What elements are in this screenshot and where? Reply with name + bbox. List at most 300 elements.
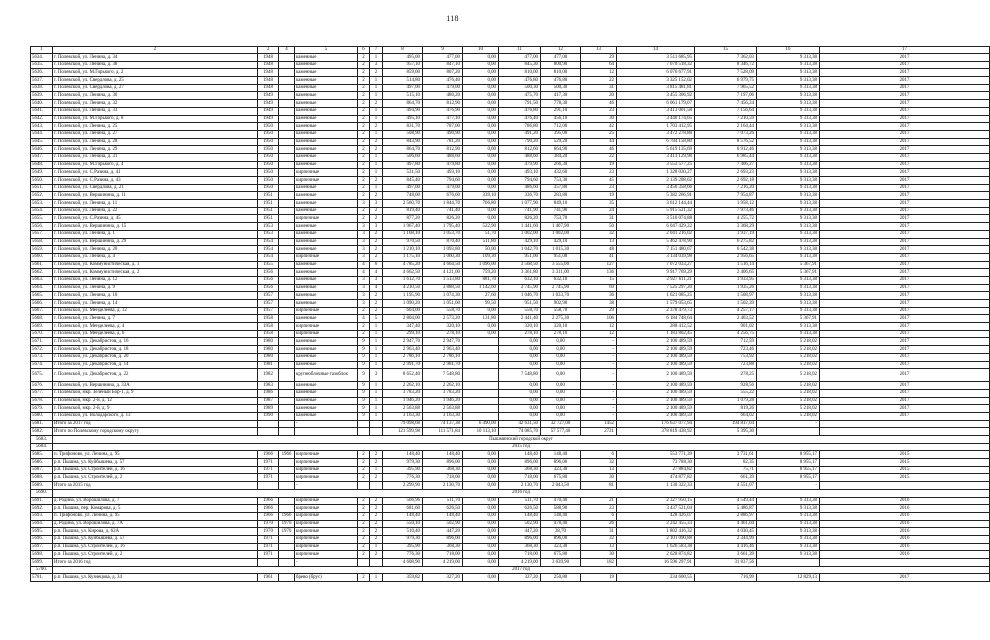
column-number-cell: 13 bbox=[581, 47, 617, 54]
table-cell-col-2: р.п. Пышма, ул. Куйбышева, д. 57 bbox=[53, 535, 258, 543]
table-cell-col-5: каменные bbox=[295, 292, 358, 300]
table-cell-col-14: 6 184 748,64 bbox=[617, 315, 695, 323]
table-cell-col-13: 44 bbox=[581, 138, 617, 146]
table-cell-col-1: 5672. bbox=[31, 346, 53, 354]
table-cell-col-8: 395,90 bbox=[383, 466, 423, 474]
table-cell-col-15: 4 255,72 bbox=[695, 215, 757, 223]
table-cell-col-8: 497,00 bbox=[383, 84, 423, 92]
table-cell-col-16: 9 313,38 bbox=[757, 153, 820, 161]
column-number-cell: 8 bbox=[383, 47, 423, 54]
table-cell-col-16: 9 313,38 bbox=[757, 54, 820, 62]
table-cell-col-9: 1 074,30 bbox=[423, 292, 463, 300]
table-cell-col-14: 288 412,52 bbox=[617, 323, 695, 331]
table-cell-col-11: 429,10 bbox=[499, 238, 541, 246]
table-cell-col-17: 2017 bbox=[820, 253, 990, 261]
table-cell-col-7: 2 bbox=[370, 100, 383, 108]
table-cell-col-10: 0,00 bbox=[463, 161, 499, 169]
table-cell-col-17: 2017 bbox=[820, 200, 990, 208]
table-cell-col-8: 347,40 bbox=[383, 323, 423, 331]
table-cell-col-7: 2 bbox=[370, 512, 383, 520]
table-cell-col-14: 3 472 278,88 bbox=[617, 130, 695, 138]
table-cell-col-1: 5651. bbox=[31, 184, 53, 192]
table-cell-col-9: 2 262,10 bbox=[423, 382, 463, 390]
table-cell-col-8: 1 210,10 bbox=[383, 246, 423, 254]
table-cell-col-16: 5 218,02 bbox=[757, 353, 820, 361]
table-cell-col-15: 6 275,82 bbox=[695, 238, 757, 246]
table-cell-col-1: 5646. bbox=[31, 146, 53, 154]
table-cell-col-2: г. Полевской, ул. Декабристов, д. 14 bbox=[53, 361, 258, 369]
table-cell-col-12: 456,10 bbox=[541, 115, 581, 123]
table-cell-col-12: 500,30 bbox=[541, 84, 581, 92]
table-cell-col-2: р.п. Пышма, ул. Строителей, д. 2 bbox=[53, 551, 258, 559]
table-cell-col-10: 0,00 bbox=[463, 474, 499, 482]
table-cell-col-14: 234 600,55 bbox=[617, 574, 695, 582]
table-cell-col-1: 5673. bbox=[31, 353, 53, 361]
table-cell-col-13: 32 bbox=[581, 535, 617, 543]
table-cell-col-1: 5676. bbox=[31, 382, 53, 390]
table-row bbox=[31, 428, 990, 436]
table-cell-col-14: 3 134 039,98 bbox=[617, 253, 695, 261]
table-cell-col-8: 1 195,90 bbox=[383, 292, 423, 300]
table-cell-col-1: 5659. bbox=[31, 246, 53, 254]
table-cell-col-16: 9 313,38 bbox=[757, 246, 820, 254]
table-cell-col-4 bbox=[279, 107, 295, 115]
table-cell-col-2: г. Полевской, ул. Ленина, д. 4 bbox=[53, 253, 258, 261]
table-cell-col-12: 778,30 bbox=[541, 100, 581, 108]
table-cell-col-17: 2016 bbox=[820, 535, 990, 543]
table-cell-col-3: 1949 bbox=[258, 107, 279, 115]
table-cell-col-15: 7 197,06 bbox=[695, 92, 757, 100]
table-cell-col-15: 6 542,38 bbox=[695, 246, 757, 254]
table-cell-col-2: г. Полевской, ул. Декабристов, д. 16 bbox=[53, 338, 258, 346]
table-row bbox=[31, 138, 990, 146]
table-cell-col-6: 3 bbox=[358, 292, 370, 300]
table-cell-col-10: 0,00 bbox=[463, 559, 499, 567]
table-cell-col-10: 99,50 bbox=[463, 300, 499, 308]
table-cell-col-1: 5664. bbox=[31, 284, 53, 292]
table-cell-col-12: 476,80 bbox=[541, 77, 581, 85]
table-cell-col-17: 2017 bbox=[820, 230, 990, 238]
table-cell-col-16: 9 313,38 bbox=[757, 276, 820, 284]
table-cell-col-13: 22 bbox=[581, 153, 617, 161]
table-cell-col-17: 2015 bbox=[820, 459, 990, 467]
table-cell-col-5: каменные bbox=[295, 338, 358, 346]
table-cell-col-2: г. Полевской, ул. С.Разина, д. 45 bbox=[53, 215, 258, 223]
table-cell-col-4 bbox=[279, 412, 295, 420]
table-cell-col-11: 486,60 bbox=[499, 184, 541, 192]
table-row bbox=[31, 559, 990, 567]
table-cell-col-2: г. Полевской, ул. Ленина, д. 25 bbox=[53, 123, 258, 131]
table-cell-col-11: 368,30 bbox=[499, 543, 541, 551]
table-cell-col-7: 1 bbox=[370, 54, 383, 62]
table-row bbox=[31, 69, 990, 77]
table-cell-col-6: 2 bbox=[358, 307, 370, 315]
table-row bbox=[31, 61, 990, 69]
table-cell-col-16: 9 313,38 bbox=[757, 130, 820, 138]
table-cell-col-3: 1989 bbox=[258, 405, 279, 413]
table-cell-col-16: 9 313,38 bbox=[757, 146, 820, 154]
table-cell-col-5: кирпичные bbox=[295, 535, 358, 543]
table-cell-col-15: 7 156,64 bbox=[695, 107, 757, 115]
table-cell-col-3: 1970 bbox=[258, 528, 279, 536]
table-cell-col-4 bbox=[279, 307, 295, 315]
table-cell-col-16: 9 313,38 bbox=[757, 84, 820, 92]
table-cell-col-10: 0,00 bbox=[463, 123, 499, 131]
table-cell-col-11: 3 361,80 bbox=[499, 269, 541, 277]
table-cell-col-5: кирпичные bbox=[295, 466, 358, 474]
table-cell-col-8: 79 098,68 bbox=[383, 420, 423, 428]
table-cell-col-11: 4 219,00 bbox=[499, 559, 541, 567]
table-cell-col-8: 359,82 bbox=[383, 574, 423, 582]
table-cell-col-4 bbox=[279, 420, 295, 428]
table-cell-col-15: 1 935,26 bbox=[695, 284, 757, 292]
table-cell-col-11: 476,80 bbox=[499, 77, 541, 85]
table-cell-col-11: 511,70 bbox=[499, 497, 541, 505]
table-cell-col-16: 9 313,38 bbox=[757, 323, 820, 331]
table-cell-col-1: 5668. bbox=[31, 315, 53, 323]
table-cell-col-16: 9 313,38 bbox=[757, 551, 820, 559]
table-cell-col-3: 1957 bbox=[258, 292, 279, 300]
table-cell-col-3: 1955 bbox=[258, 261, 279, 269]
table-cell-col-5: каменные bbox=[295, 238, 358, 246]
table-cell-col-7: 1 bbox=[370, 346, 383, 354]
table-cell-col-6: 2 bbox=[358, 130, 370, 138]
table-cell-col-11: 0,00 bbox=[499, 412, 541, 420]
table-cell-col-16: 8 955,17 bbox=[757, 466, 820, 474]
table-cell-col-1: 5681. bbox=[31, 420, 53, 428]
table-row bbox=[31, 146, 990, 154]
table-cell-col-9: 847,10 bbox=[423, 61, 463, 69]
table-cell-col-14: 2 327 950,15 bbox=[617, 497, 695, 505]
table-cell-col-6: 2 bbox=[358, 169, 370, 177]
table-cell-col-16: 9 313,38 bbox=[757, 238, 820, 246]
table-cell-col-10: 0,00 bbox=[463, 330, 499, 338]
table-cell-col-10: 0,00 bbox=[463, 543, 499, 551]
table-cell-col-12: 849,10 bbox=[541, 200, 581, 208]
table-cell-col-17: 2017 bbox=[820, 161, 990, 169]
table-cell-col-2: Итого по Полевскому городскому округу bbox=[53, 428, 258, 436]
table-cell-col-14: 2 242 455,33 bbox=[617, 520, 695, 528]
table-cell-col-3: 1971 bbox=[258, 535, 279, 543]
table-cell-col-10 bbox=[463, 361, 499, 369]
row-number-cell: 5684. bbox=[31, 443, 53, 451]
table-cell-col-1: 5656. bbox=[31, 223, 53, 231]
table-cell-col-7: 2 bbox=[370, 146, 383, 154]
table-row bbox=[31, 300, 990, 308]
table-cell-col-5: кирпичные bbox=[295, 330, 358, 338]
table-cell-col-5 bbox=[295, 428, 358, 436]
table-cell-col-16: 9 313,38 bbox=[757, 100, 820, 108]
table-cell-col-12: 283,80 bbox=[541, 192, 581, 200]
table-cell-col-8: 1 967,40 bbox=[383, 223, 423, 231]
table-cell-col-4 bbox=[279, 92, 295, 100]
table-cell-col-5: каменные bbox=[295, 346, 358, 354]
table-cell-col-16: 12 829,13 bbox=[757, 574, 820, 582]
table-cell-col-1: 5685. bbox=[31, 451, 53, 459]
table-cell-col-1: 5701. bbox=[31, 574, 53, 582]
table-cell-col-2: р.п. Пышма, ул. Строителей, д. 2 bbox=[53, 474, 258, 482]
table-cell-col-12: 951,00 bbox=[541, 253, 581, 261]
table-cell-col-6: 2 bbox=[358, 92, 370, 100]
table-cell-col-10: 0,00 bbox=[463, 100, 499, 108]
column-number-cell: 1 bbox=[31, 47, 53, 54]
table-cell-col-17 bbox=[820, 559, 990, 567]
table-cell-col-11: 794,60 bbox=[499, 177, 541, 185]
table-cell-col-10: 0,00 bbox=[463, 520, 499, 528]
table-cell-col-1: 5697. bbox=[31, 543, 53, 551]
table-cell-col-1: 5667. bbox=[31, 307, 53, 315]
column-number-cell: 3 bbox=[258, 47, 279, 54]
table-cell-col-7: 2 bbox=[370, 207, 383, 215]
table-cell-col-4 bbox=[279, 215, 295, 223]
table-cell-col-14: 474 877,82 bbox=[617, 474, 695, 482]
table-cell-col-6: 3 bbox=[358, 200, 370, 208]
table-cell-col-7: 1 bbox=[370, 130, 383, 138]
table-cell-col-5: - bbox=[295, 559, 358, 567]
table-cell-col-8: 776,30 bbox=[383, 551, 423, 559]
table-row bbox=[31, 369, 990, 382]
table-cell-col-7: 2 bbox=[370, 474, 383, 482]
table-cell-col-14: 2 100 489,59 bbox=[617, 369, 695, 382]
table-cell-col-9: 1 051,00 bbox=[423, 300, 463, 308]
table-cell-col-10: 51,70 bbox=[463, 230, 499, 238]
table-cell-col-10: 0,00 bbox=[463, 54, 499, 62]
table-cell-col-10: 0,00 bbox=[463, 146, 499, 154]
table-cell-col-11: 320,10 bbox=[499, 323, 541, 331]
table-cell-col-11: 0,00 bbox=[499, 405, 541, 413]
table-cell-col-15: 7 456,24 bbox=[695, 100, 757, 108]
table-cell-col-12: 357,80 bbox=[541, 184, 581, 192]
table-cell-col-15: 6 979,75 bbox=[695, 77, 757, 85]
column-number-header-row bbox=[31, 47, 990, 54]
table-row bbox=[31, 223, 990, 231]
table-cell-col-4 bbox=[279, 230, 295, 238]
table-row bbox=[31, 177, 990, 185]
table-cell-col-13: 136 bbox=[581, 269, 617, 277]
table-cell-col-2: г. Полевской, ул. Ленина, д. 9 bbox=[53, 284, 258, 292]
table-cell-col-3: 1980 bbox=[258, 338, 279, 346]
table-cell-col-4 bbox=[279, 269, 295, 277]
section-heading-cell: 2016 год bbox=[53, 489, 990, 497]
table-cell-col-15: 4 549,44 bbox=[695, 497, 757, 505]
table-row bbox=[31, 200, 990, 208]
table-cell-col-15: 7 965,52 bbox=[695, 84, 757, 92]
table-cell-col-17: 2017 bbox=[820, 100, 990, 108]
table-cell-col-11: 475,70 bbox=[499, 92, 541, 100]
table-cell-col-7: 1 bbox=[370, 574, 383, 582]
table-cell-col-6 bbox=[358, 420, 370, 428]
table-cell-col-2: г. Полевской, ул. Ленина, д. 10 bbox=[53, 292, 258, 300]
table-cell-col-6: 2 bbox=[358, 146, 370, 154]
table-cell-col-17: 2015 bbox=[820, 451, 990, 459]
table-cell-col-14: 176 637 077,94 bbox=[617, 420, 695, 428]
table-cell-col-7: 4 bbox=[370, 269, 383, 277]
table-cell-col-2: г. Полевской, ул. Свердлова, д. 27 bbox=[53, 84, 258, 92]
table-cell-col-12: 675,80 bbox=[541, 551, 581, 559]
table-cell-col-10: 0,00 bbox=[463, 84, 499, 92]
table-cell-col-5: каменные bbox=[295, 261, 358, 269]
table-cell-col-7: 1 bbox=[370, 466, 383, 474]
table-cell-col-9: 479,00 bbox=[423, 184, 463, 192]
table-cell-col-9: 812,90 bbox=[423, 146, 463, 154]
table-cell-col-6: 3 bbox=[358, 238, 370, 246]
table-cell-col-10: 0,00 bbox=[463, 107, 499, 115]
table-cell-col-10 bbox=[463, 389, 499, 397]
table-cell-col-4 bbox=[279, 346, 295, 354]
table-cell-col-11: 488,60 bbox=[499, 153, 541, 161]
table-cell-col-7: 3 bbox=[370, 61, 383, 69]
table-cell-col-7: 1 bbox=[370, 115, 383, 123]
table-cell-col-15: 1 958,12 bbox=[695, 200, 757, 208]
table-cell-col-9: 327,20 bbox=[423, 574, 463, 582]
table-cell-col-12: 32 727,00 bbox=[541, 420, 581, 428]
table-cell-col-4 bbox=[279, 61, 295, 69]
table-cell-col-1: 5679. bbox=[31, 405, 53, 413]
table-cell-col-8: 859,00 bbox=[383, 69, 423, 77]
table-cell-col-5: каменные bbox=[295, 382, 358, 390]
table-cell-col-1: 5640. bbox=[31, 100, 53, 108]
table-cell-col-11: 500,30 bbox=[499, 84, 541, 92]
table-cell-col-11: 493,10 bbox=[499, 169, 541, 177]
table-cell-col-3: 1990 bbox=[258, 412, 279, 420]
table-cell-col-1: 5648. bbox=[31, 161, 53, 169]
table-cell-col-8: 2 560,70 bbox=[383, 200, 423, 208]
table-cell-col-9: 148,40 bbox=[423, 451, 463, 459]
table-cell-col-5: кирпичные bbox=[295, 177, 358, 185]
table-cell-col-16: 5 367,91 bbox=[757, 315, 820, 323]
table-cell-col-14: 2 100 489,59 bbox=[617, 412, 695, 420]
table-cell-col-14: 2 100 489,59 bbox=[617, 397, 695, 405]
table-cell-col-13: 19 bbox=[581, 161, 617, 169]
table-cell-col-5: каменные bbox=[295, 123, 358, 131]
table-cell-col-16: 5 218,02 bbox=[757, 397, 820, 405]
table-cell-col-1: 5670. bbox=[31, 330, 53, 338]
table-cell-col-14: 5 915 521,32 bbox=[617, 207, 695, 215]
table-cell-col-4 bbox=[279, 551, 295, 559]
table-cell-col-17: 2017 bbox=[820, 361, 990, 369]
table-cell-col-10: 109,30 bbox=[463, 253, 499, 261]
table-cell-col-3: 1966 bbox=[258, 497, 279, 505]
table-cell-col-8: 121 599,98 bbox=[383, 428, 423, 436]
table-cell-col-8: 681,60 bbox=[383, 505, 423, 513]
table-cell-col-11: 2 130,70 bbox=[499, 482, 541, 490]
table-cell-col-9: 490,90 bbox=[423, 130, 463, 138]
table-cell-col-9: 1 060,30 bbox=[423, 253, 463, 261]
table-cell-col-1: 5635. bbox=[31, 61, 53, 69]
table-cell-col-6: 2 bbox=[358, 123, 370, 131]
table-cell-col-8: 2 804,00 bbox=[383, 315, 423, 323]
table-cell-col-8: 776,30 bbox=[383, 474, 423, 482]
table-cell-col-11: 826,20 bbox=[499, 215, 541, 223]
table-cell-col-5: кирпичные bbox=[295, 451, 358, 459]
table-cell-col-3: 1956 bbox=[258, 276, 279, 284]
table-cell-col-7: 1 bbox=[370, 382, 383, 390]
table-cell-col-17: 2017 bbox=[820, 338, 990, 346]
row-number-cell: 5700. bbox=[31, 566, 53, 574]
table-cell-col-6: 2 bbox=[358, 520, 370, 528]
table-cell-col-8: 1 175,10 bbox=[383, 253, 423, 261]
table-cell-col-3: 1980 bbox=[258, 353, 279, 361]
table-cell-col-4 bbox=[279, 369, 295, 382]
table-cell-col-11: 0,00 bbox=[499, 338, 541, 346]
table-cell-col-12: 320,10 bbox=[541, 323, 581, 331]
table-cell-col-16: - bbox=[757, 482, 820, 490]
table-cell-col-8: 497,00 bbox=[383, 184, 423, 192]
table-cell-col-4 bbox=[279, 543, 295, 551]
table-cell-col-8: 2 786,10 bbox=[383, 353, 423, 361]
table-cell-col-3: 1948 bbox=[258, 77, 279, 85]
table-cell-col-13: 23 bbox=[581, 107, 617, 115]
table-cell-col-15: 2 956,65 bbox=[695, 253, 757, 261]
table-cell-col-3: 1951 bbox=[258, 192, 279, 200]
table-cell-col-11: 0,00 bbox=[499, 361, 541, 369]
table-cell-col-2: г. Полевской, ул. Ленина, д. 20 bbox=[53, 246, 258, 254]
table-cell-col-7: 2 bbox=[370, 123, 383, 131]
table-cell-col-13: 31 bbox=[581, 84, 617, 92]
table-cell-col-13: 12 bbox=[581, 69, 617, 77]
table-cell-col-13: 69 bbox=[581, 284, 617, 292]
table-cell-col-15: 8 346,72 bbox=[695, 61, 757, 69]
table-cell-col-13: 106 bbox=[581, 315, 617, 323]
table-cell-col-13: 35 bbox=[581, 200, 617, 208]
table-row bbox=[31, 535, 990, 543]
table-cell-col-7: 2 bbox=[370, 69, 383, 77]
table-cell-col-8: 514,80 bbox=[383, 77, 423, 85]
table-cell-col-7: 2 bbox=[370, 505, 383, 513]
table-cell-col-14: 3 511 685,95 bbox=[617, 54, 695, 62]
table-cell-col-5: каменные bbox=[295, 276, 358, 284]
table-cell-col-15: 2 693,23 bbox=[695, 169, 757, 177]
table-cell-col-10 bbox=[463, 382, 499, 390]
table-cell-col-1: 5637. bbox=[31, 77, 53, 85]
table-body bbox=[31, 47, 990, 582]
table-cell-col-9: 2 563,88 bbox=[423, 405, 463, 413]
row-number-cell: 5690. bbox=[31, 489, 53, 497]
table-cell-col-2: г. Полевской, ул. Ленина, д. 30 bbox=[53, 92, 258, 100]
table-cell-col-7: 2 bbox=[370, 535, 383, 543]
table-cell-col-2: г. Полевской, ул. Ленина, д. 34 bbox=[53, 54, 258, 62]
table-cell-col-5: каменные bbox=[295, 84, 358, 92]
table-cell-col-5: каменные bbox=[295, 207, 358, 215]
table-cell-col-17: 2017 bbox=[820, 405, 990, 413]
table-cell-col-16: 8 955,17 bbox=[757, 459, 820, 467]
table-cell-col-16 bbox=[757, 559, 820, 567]
table-cell-col-7: 2 bbox=[370, 215, 383, 223]
table-cell-col-8: 2 947,70 bbox=[383, 338, 423, 346]
page-number: 118 bbox=[446, 14, 459, 23]
table-cell-col-8: 819,40 bbox=[383, 207, 423, 215]
table-cell-col-2: г. Полевской, ул. Свердлова, д. 25 bbox=[53, 77, 258, 85]
table-cell-col-16: 9 313,38 bbox=[757, 107, 820, 115]
table-cell-col-2: г. Полевской, ул. Свердлова, д. 21 bbox=[53, 184, 258, 192]
table-cell-col-17: 2017 bbox=[820, 223, 990, 231]
table-cell-col-17: 2016 bbox=[820, 520, 990, 528]
table-cell-col-9: 74 137,38 bbox=[423, 420, 463, 428]
table-cell-col-1: 5658. bbox=[31, 238, 53, 246]
table-cell-col-14: 3 325 152,02 bbox=[617, 77, 695, 85]
table-cell-col-14: 2 378 479,73 bbox=[617, 307, 695, 315]
table-cell-col-6: 3 bbox=[358, 223, 370, 231]
table-cell-col-16: 9 313,38 bbox=[757, 520, 820, 528]
table-cell-col-17: 2017 bbox=[820, 382, 990, 390]
table-cell-col-8: 495,00 bbox=[383, 54, 423, 62]
table-cell-col-15: 1 516,14 bbox=[695, 261, 757, 269]
table-cell-col-1: 5645. bbox=[31, 138, 53, 146]
table-cell-col-10: 1 096,00 bbox=[463, 261, 499, 269]
table-cell-col-11: 810,00 bbox=[499, 69, 541, 77]
table-cell-col-1: 5665. bbox=[31, 292, 53, 300]
table-cell-col-9: 3 163,30 bbox=[423, 412, 463, 420]
